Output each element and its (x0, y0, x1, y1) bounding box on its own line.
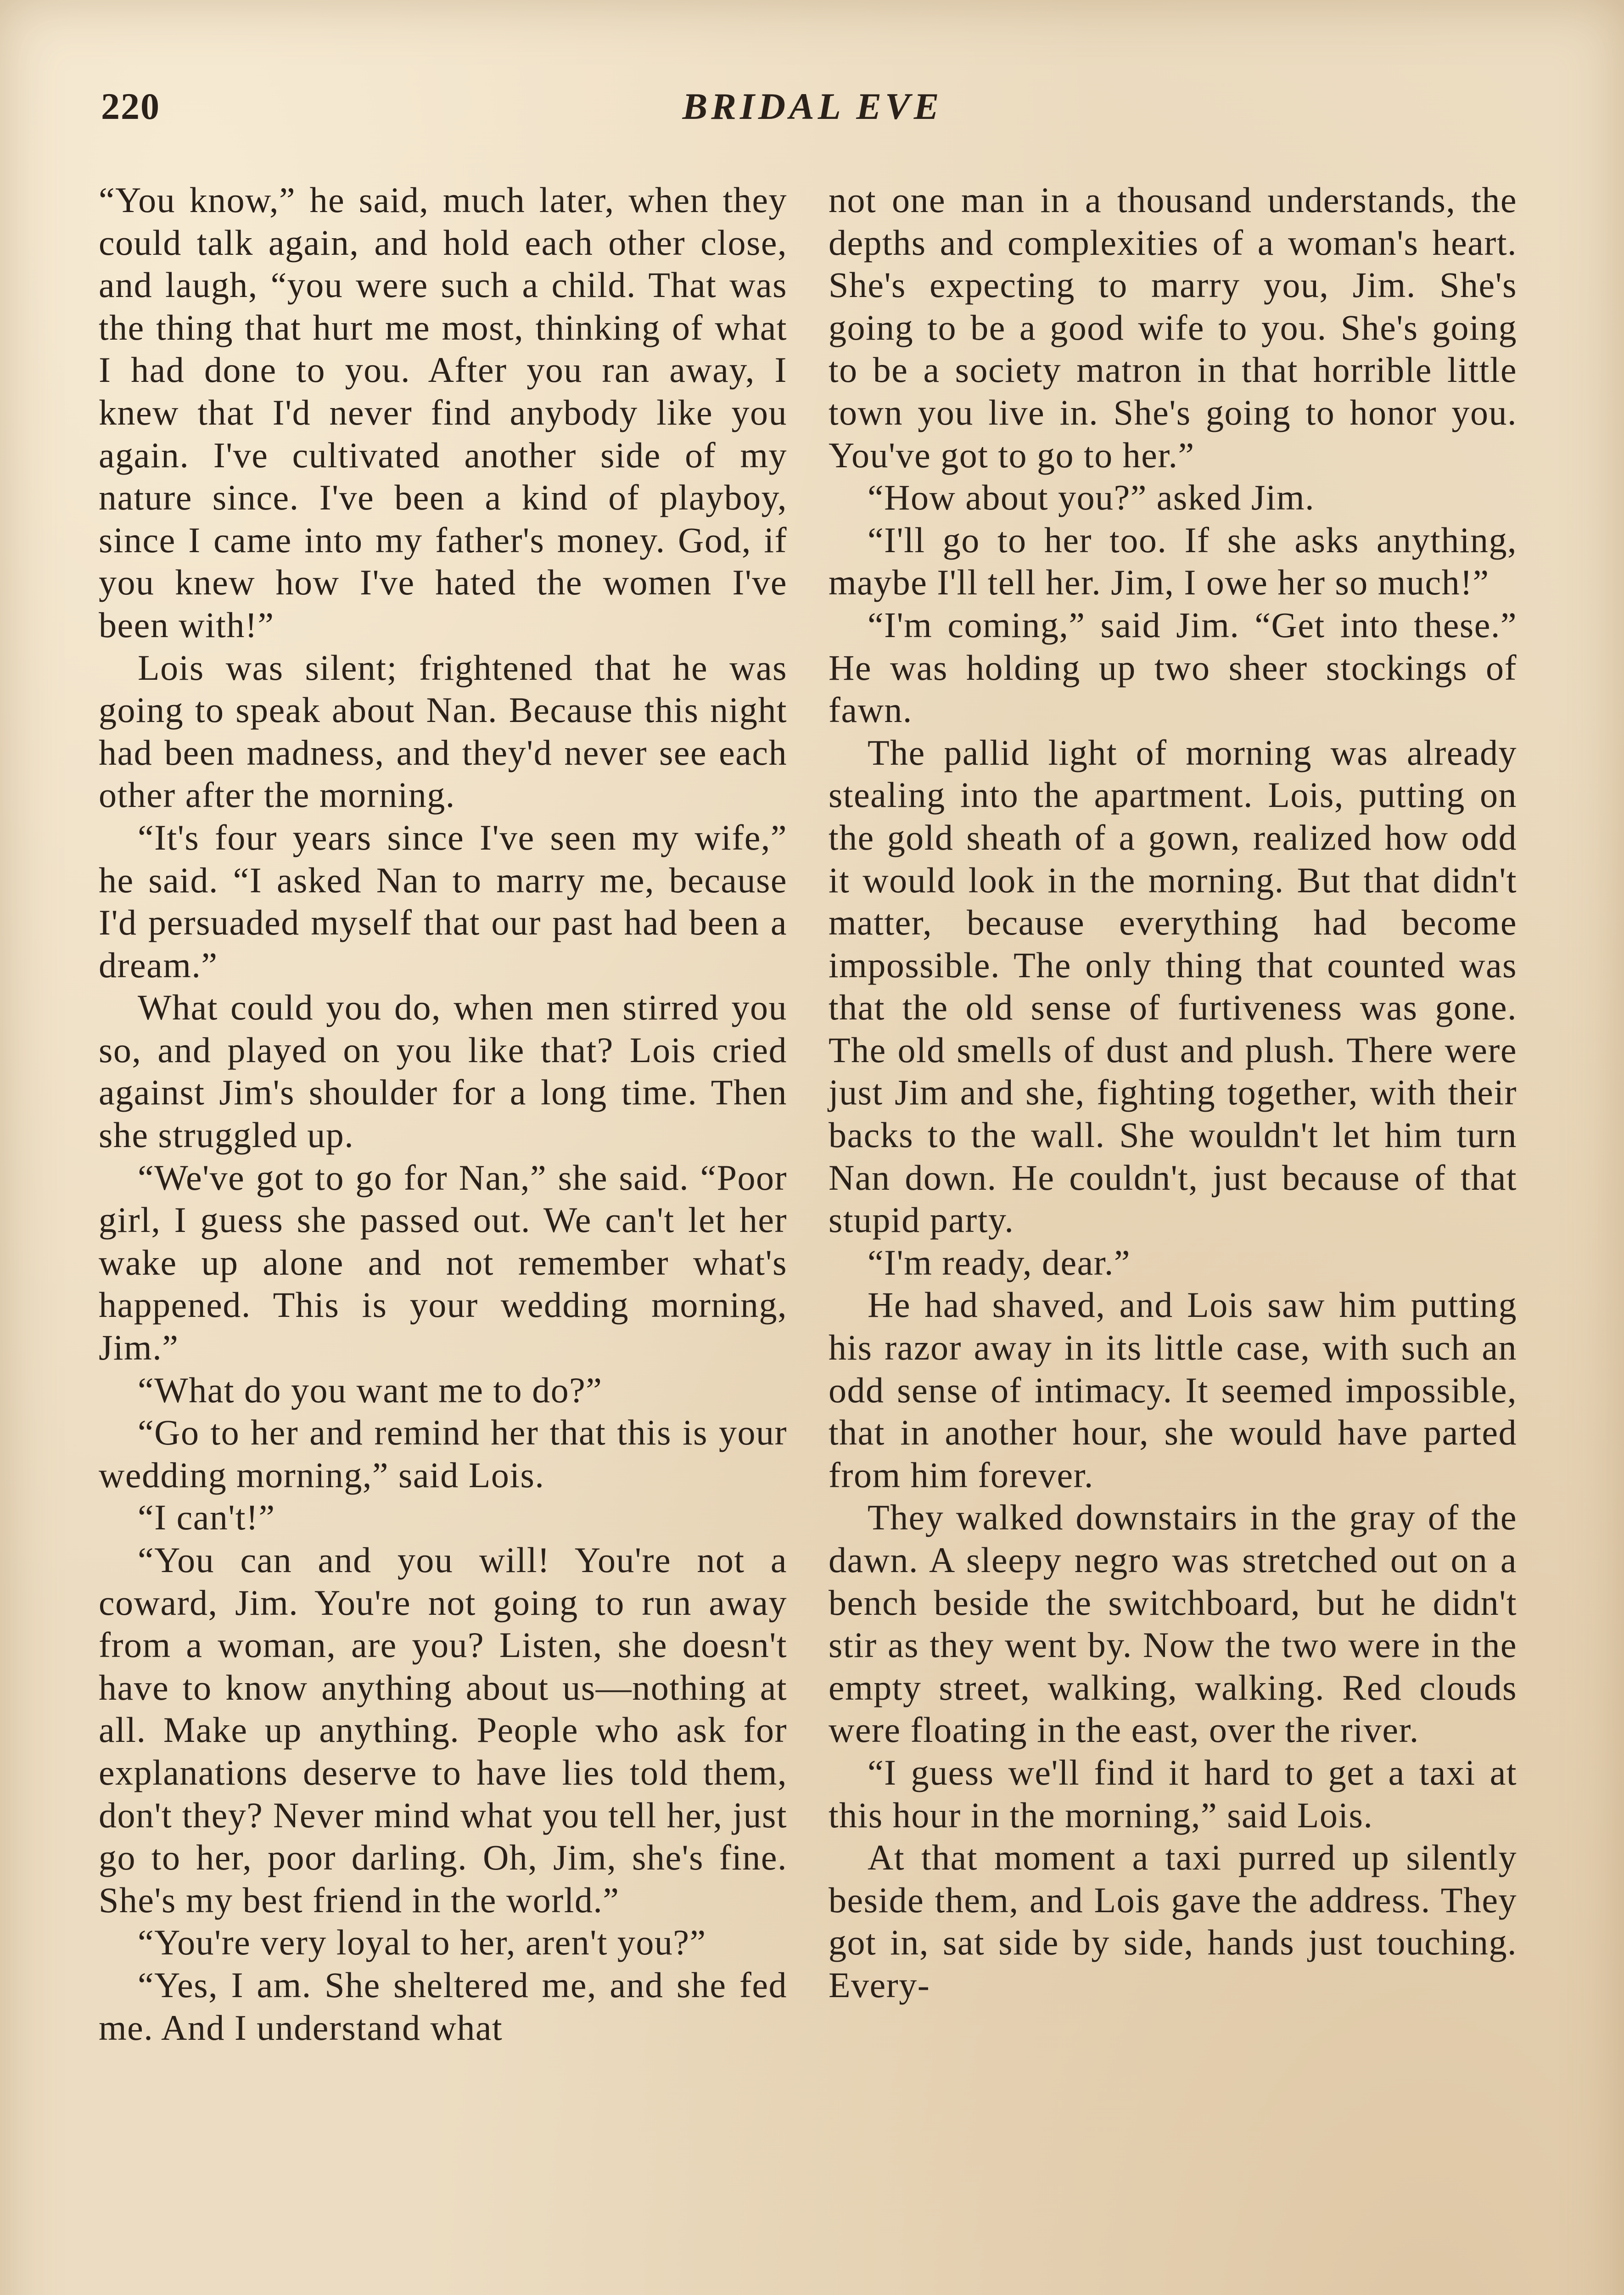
running-head: BRIDAL EVE (682, 85, 943, 127)
page-number: 220 (101, 85, 160, 127)
paragraph: “I'm coming,” said Jim. “Get into these.” He was holding up two sheer stockings of fawn. (829, 605, 1517, 730)
paragraph: What could you do, when men stirred you so, and played on you like that? Lois cried against Jim's shoulder for a long time. Then she struggled up. (99, 987, 787, 1155)
paragraph: “Go to her and remind her that this is your wedding morning,” said Lois. (99, 1412, 787, 1495)
right-column (829, 179, 1517, 2007)
paragraph: “You're very loyal to her, aren't you?” (138, 1922, 706, 1963)
paragraph: “You can and you will! You're not a coward, Jim. You're not going to run away from a woman, are you? Listen, she doesn't have to know anything about us—nothing at all. Make up anything. People who ask for explanations deserve to have lies told them, don't they? Never mind what you tell her, just go to her, poor darling. Oh, Jim, she's fine. She's my best friend in the world.” (99, 1540, 787, 1920)
paragraph: “I'm ready, dear.” (868, 1242, 1131, 1282)
paragraph: “I'll go to her too. If she asks anything, maybe I'll tell her. Jim, I owe her so much!” (829, 520, 1517, 603)
paragraph: “We've got to go for Nan,” she said. “Poor girl, I guess she passed out. We can't let her wake up alone and not remember what's happened. This is your wedding morning, Jim.” (99, 1157, 787, 1368)
paragraph: They walked downstairs in the gray of the dawn. A sleepy negro was stretched out on a bench beside the switchboard, but he didn't stir as they went by. Now the two were in the empty street, walking, walking. Red clouds were floating in the east, over the river. (829, 1497, 1517, 1750)
paragraph: “Yes, I am. She sheltered me, and she fed me. And I understand what (99, 1965, 787, 2048)
page-header (101, 85, 1524, 135)
left-column (99, 179, 787, 2049)
paragraph: “I can't!” (138, 1497, 275, 1538)
paragraph: “What do you want me to do?” (138, 1370, 603, 1410)
paragraph: “How about you?” asked Jim. (868, 477, 1315, 518)
paragraph: He had shaved, and Lois saw him putting his razor away in its little case, with such an odd sense of intimacy. It seemed impossible, that in another hour, she would have parted from him forever. (829, 1285, 1517, 1495)
paragraph: “I guess we'll find it hard to get a taxi at this hour in the morning,” said Lois. (829, 1752, 1517, 1835)
paragraph: not one man in a thousand understands, the depths and complexities of a woman's heart. She's expecting to marry you, Jim. She's going to be a good wife to you. She's going to be a society matron in that horrible little town you live in. She's going to honor you. You've got to go to her.” (829, 180, 1517, 475)
paragraph: “You know,” he said, much later, when they could talk again, and hold each other close, and laugh, “you were such a child. That was the thing that hurt me most, thinking of what I had done to you. After you ran away, I knew that I'd never find anybody like you again. I've cultivated another side of my nature since. I've been a kind of playboy, since I came into my father's money. God, if you knew how I've hated the women I've been with!” (99, 180, 787, 645)
paragraph: At that moment a taxi purred up silently beside them, and Lois gave the address. They got in, sat side by side, hands just touching. Every- (829, 1837, 1517, 2005)
paragraph: The pallid light of morning was already stealing into the apartment. Lois, putting on the gold sheath of a gown, realized how odd it would look in the morning. But that didn't matter, because everything had become impossible. The only thing that counted was that the old sense of furtiveness was gone. The old smells of dust and plush. There were just Jim and she, fighting together, with their backs to the wall. She wouldn't let him turn Nan down. He couldn't, just because of that stupid party. (829, 732, 1517, 1240)
paragraph: Lois was silent; frightened that he was going to speak about Nan. Because this night had been madness, and they'd never see each other after the morning. (99, 647, 787, 815)
paragraph: “It's four years since I've seen my wife,” he said. “I asked Nan to marry me, because I'd persuaded myself that our past had been a dream.” (99, 817, 787, 985)
